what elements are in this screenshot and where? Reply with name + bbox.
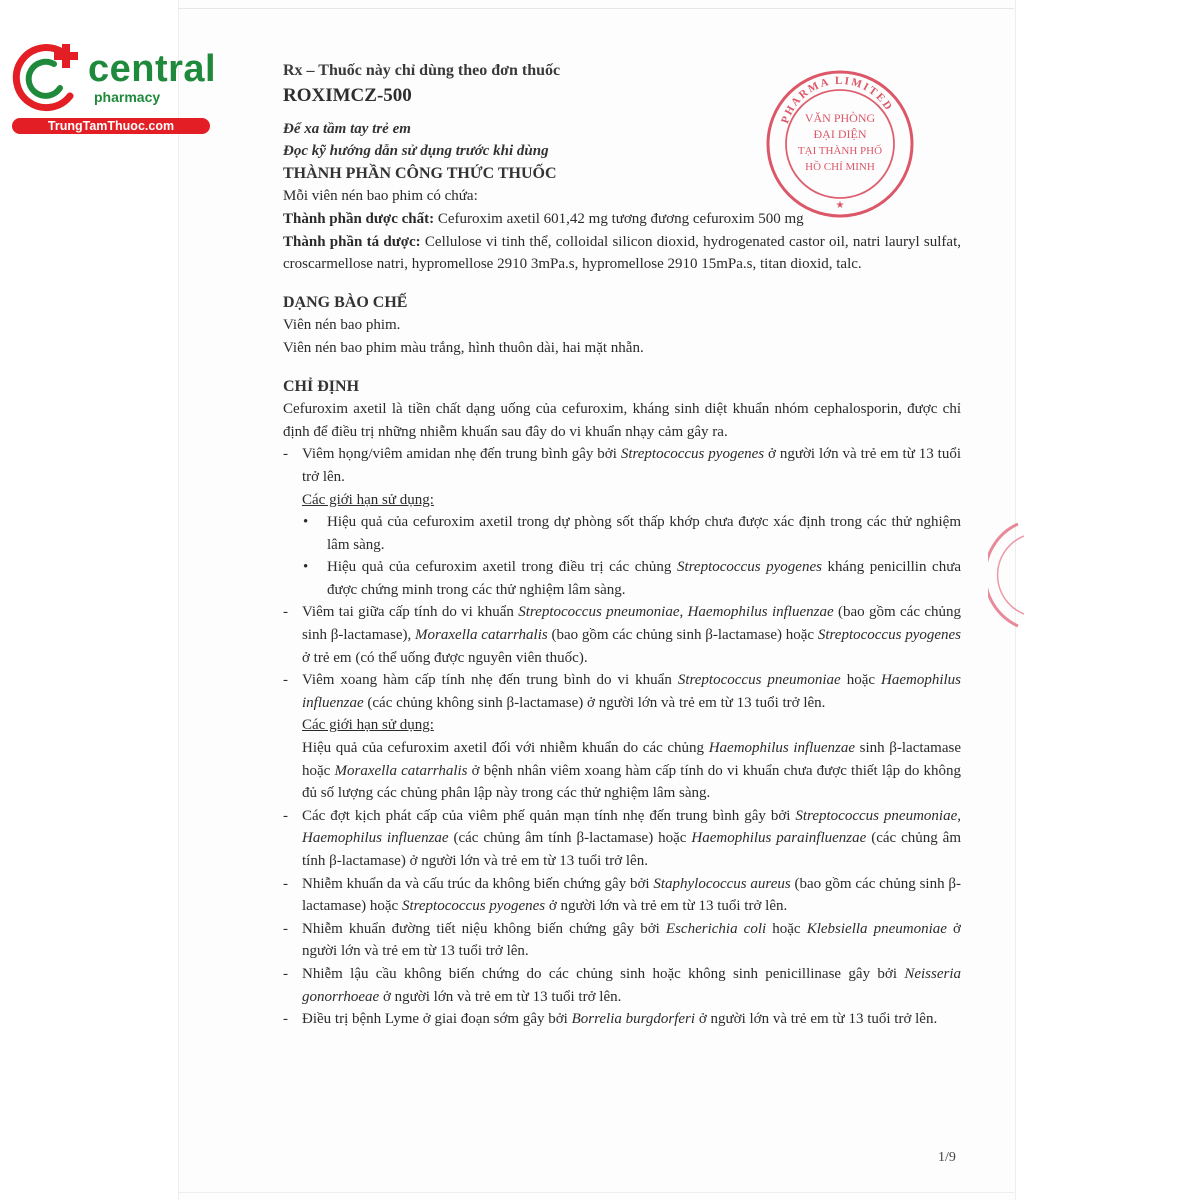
stamp-outer-text: PHARMA LIMITED: [779, 74, 896, 126]
page-number: 1/9: [938, 1150, 956, 1165]
warning-children: Để xa tầm tay trẻ em: [283, 120, 411, 137]
indication-item: - Nhiễm khuẩn đường tiết niệu không biến chứng gây bởi Escherichia coli hoặc Klebsiella pneumoniae ở người lớn và trẻ em từ 13 tuổi trở lên.: [283, 918, 961, 963]
indication-item: - Viêm họng/viêm amidan nhẹ đến trung bình gây bởi Streptococcus pyogenes ở người lớn và trẻ em từ 13 tuổi trở lên.: [283, 443, 961, 488]
dosage-form-1: Viên nén bao phim.: [283, 317, 401, 334]
pharmacy-cross-icon: [10, 38, 88, 116]
limits-label: Các giới hạn sử dụng:: [302, 491, 434, 508]
indication-item: - Điều trị bệnh Lyme ở giai đoạn sớm gây bởi Borrelia burgdorferi ở người lớn và trẻ em từ 13 tuổi trở lên.: [283, 1008, 961, 1031]
stamp-star-icon: ★: [835, 200, 845, 211]
indication-item: - Viêm xoang hàm cấp tính nhẹ đến trung bình do vi khuẩn Streptococcus pneumoniae hoặc Haemophilus influenzae (các chủng không sinh β-lactamase) ở người lớn và trẻ em từ 13 tuổi trở lên.: [283, 669, 961, 714]
limit-note: Hiệu quả của cefuroxim axetil đối với nhiễm khuẩn do các chủng Haemophilus influenzae sinh β-lactamase hoặc Moraxella catarrhalis ở bệnh nhân viêm xoang hàm cấp tính do vi khuẩn chưa được thiết lập do không đủ số lượng các chủng phân lập này trong các thử nghiệm lâm sàng.: [302, 740, 962, 802]
indication-intro: Cefuroxim axetil là tiền chất dạng uống của cefuroxim, kháng sinh diệt khuẩn nhóm cephalosporin, được chỉ định để điều trị những nhiễm khuẩn sau đây do vi khuẩn nhạy cảm gây ra.: [283, 401, 961, 440]
indication-item: - Viêm tai giữa cấp tính do vi khuẩn Streptococcus pneumoniae, Haemophilus influenzae (bao gồm các chủng sinh β-lactamase), Moraxella catarrhalis (bao gồm các chủng sinh β-lactamase) hoặc Streptococcus pyogenes ở trẻ em (có thể uống được nguyên viên thuốc).: [283, 601, 961, 669]
active-ingredient: Thành phần dược chất: Cefuroxim axetil 601,42 mg tương đương cefuroxim 500 mg: [283, 210, 804, 227]
rx-notice: Rx – Thuốc này chỉ dùng theo đơn thuốc: [283, 62, 561, 79]
excipients: Thành phần tá dược: Cellulose vi tinh thể, colloidal silicon dioxid, hydrogenated castor oil, natri lauryl sulfat, croscarmellose natri, hypromellose 2910 3mPa.s, hypromellose 2910 15mPa.s, titan dioxid, talc.: [283, 233, 961, 273]
logo-brand-subtitle: pharmacy: [94, 89, 161, 105]
limits-label: Các giới hạn sử dụng:: [302, 717, 434, 734]
central-pharmacy-logo[interactable]: [10, 38, 215, 138]
stamp-line-4: HỒ CHÍ MINH: [805, 161, 875, 173]
stamp-line-1: VĂN PHÒNG: [804, 111, 876, 125]
indication-item: - Các đợt kịch phát cấp của viêm phế quản mạn tính nhẹ đến trung bình gây bởi Streptococcus pneumoniae, Haemophilus influenzae (các chủng âm tính β-lactamase) hoặc Haemophilus parainfluenzae (các chủng âm tính β-lactamase) ở người lớn và trẻ em từ 13 tuổi trở lên.: [283, 805, 961, 873]
page-bottom-border: [178, 1192, 1014, 1193]
heading-indications: CHỈ ĐỊNH: [283, 377, 360, 395]
stamp-line-2: ĐẠI DIỆN: [813, 127, 867, 141]
dosage-form-2: Viên nén bao phim màu trắng, hình thuôn dài, hai mặt nhẵn.: [283, 339, 644, 356]
document-content: [283, 60, 961, 1031]
limit-bullet: • Hiệu quả của cefuroxim axetil trong dự phòng sốt thấp khớp chưa được xác định trong các thử nghiệm lâm sàng.: [283, 511, 961, 556]
logo-brand-name: central: [88, 48, 217, 90]
warning-read-instructions: Đọc kỹ hướng dẫn sử dụng trước khi dùng: [283, 143, 549, 160]
heading-dosage-form: DẠNG BÀO CHẾ: [283, 293, 408, 311]
product-title: ROXIMCZ-500: [283, 84, 412, 106]
page-top-border: [178, 8, 1014, 9]
indication-item: - Nhiễm khuẩn da và cấu trúc da không biến chứng gây bởi Staphylococcus aureus (bao gồm các chủng sinh β-lactamase) hoặc Streptococcus pyogenes ở người lớn và trẻ em từ 13 tuổi trở lên.: [283, 873, 961, 918]
indication-item: - Nhiễm lậu cầu không biến chứng do các chủng sinh hoặc không sinh penicillinase gây bởi Neisseria gonorrhoeae ở người lớn và trẻ em từ 13 tuổi trở lên.: [283, 963, 961, 1008]
logo-website-badge[interactable]: TrungTamThuoc.com: [12, 118, 210, 134]
composition-intro: Mỗi viên nén bao phim có chứa:: [283, 188, 478, 205]
limit-bullet: • Hiệu quả của cefuroxim axetil trong điều trị các chủng Streptococcus pyogenes kháng penicillin chưa được chứng minh trong các thử nghiệm lâm sàng.: [283, 556, 961, 601]
stamp-line-3: TẠI THÀNH PHỐ: [797, 145, 883, 157]
heading-composition: THÀNH PHẦN CÔNG THỨC THUỐC: [283, 164, 557, 182]
partial-stamp: [988, 520, 1028, 630]
